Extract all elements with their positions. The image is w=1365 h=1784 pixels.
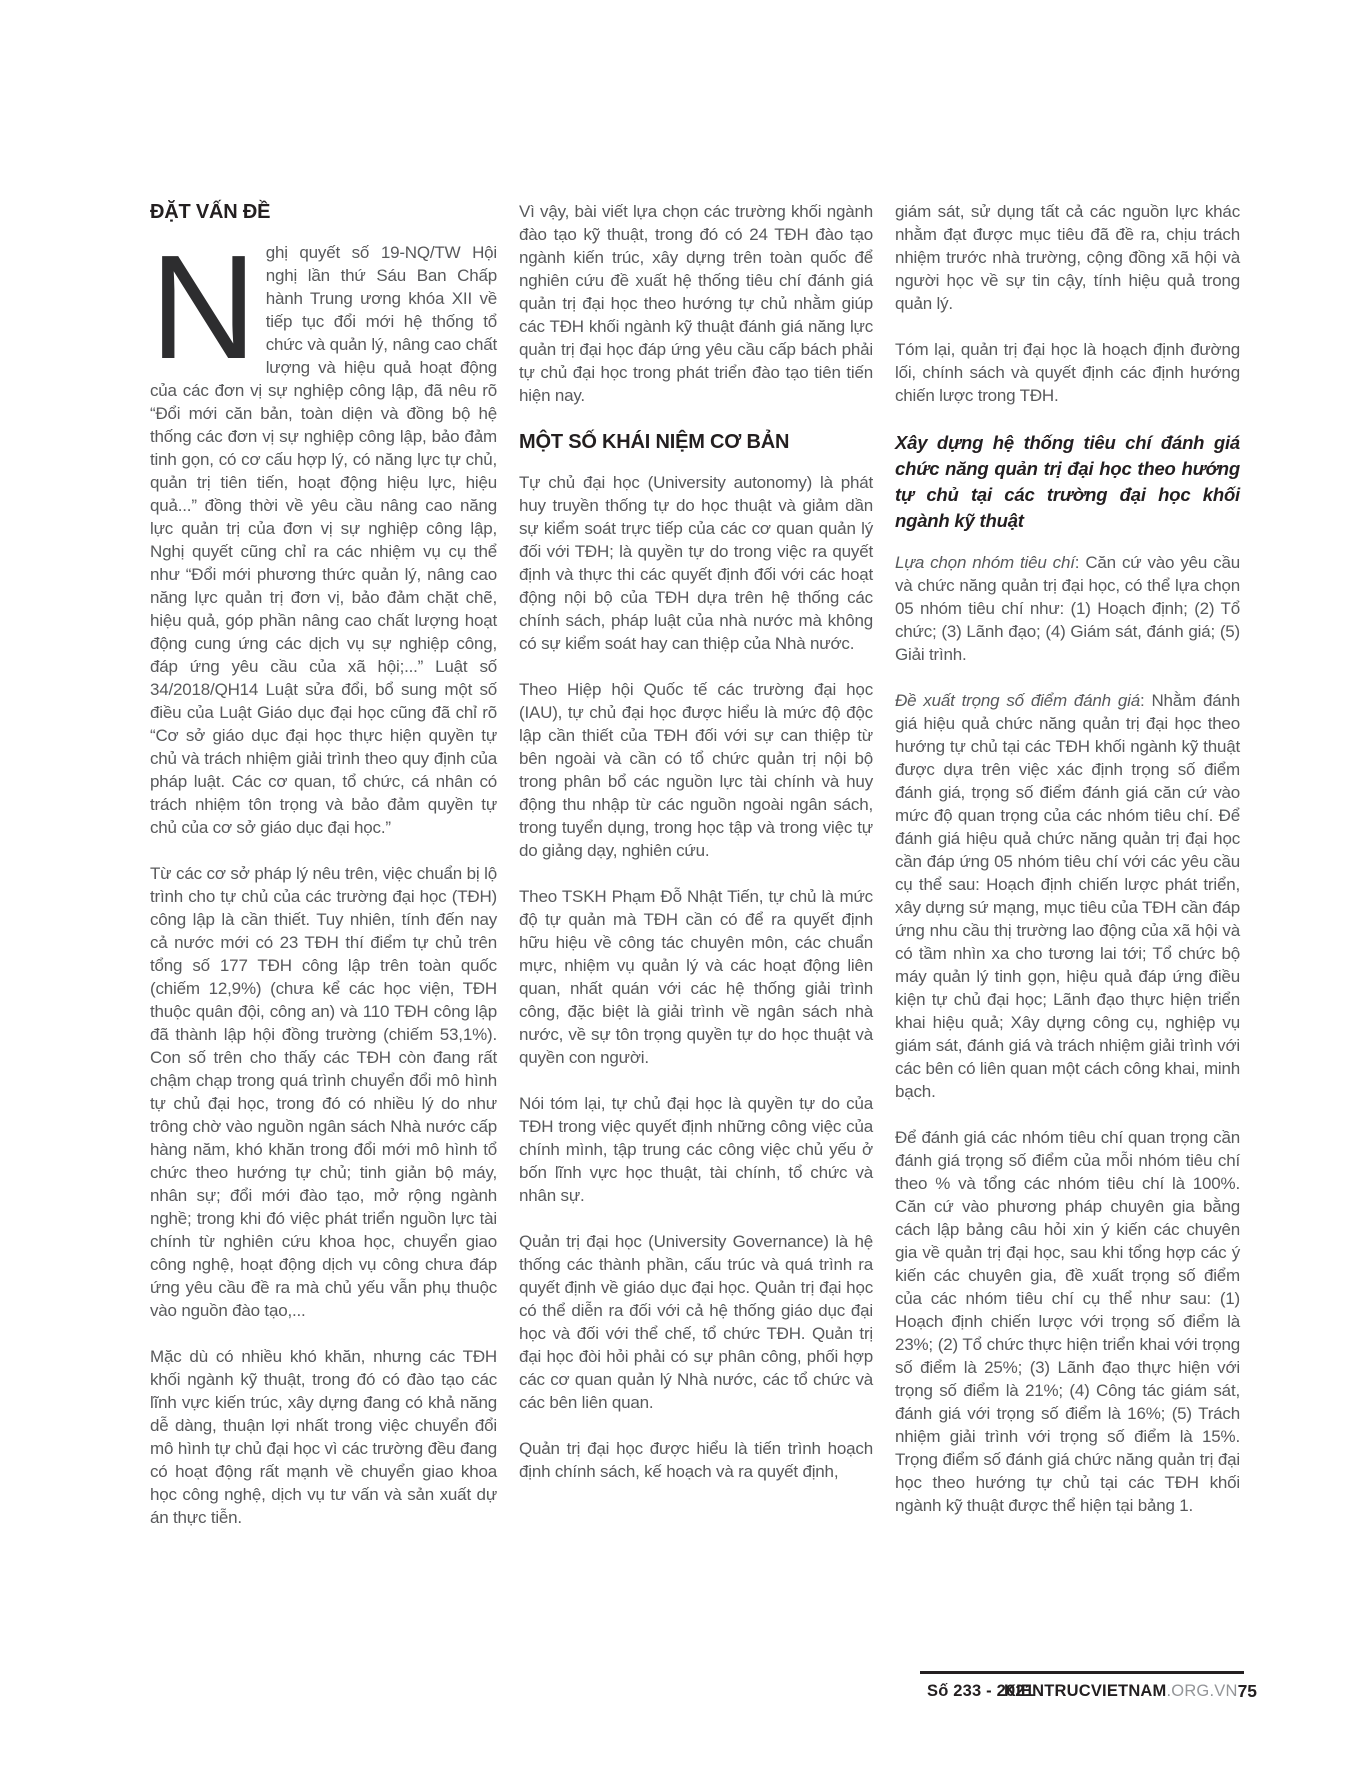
paragraph: Vì vậy, bài viết lựa chọn các trường khối ngành đào tạo kỹ thuật, trong đó có 24 TĐH đào tạo ngành kiến trúc, xây dựng trên toàn quốc để nghiên cứu đề xuất hệ thống tiêu chí đánh giá quản trị đại học theo hướng tự chủ nhằm giúp các TĐH khối ngành kỹ thuật đánh giá năng lực quản trị đại học đáp ứng yêu cầu cấp bách phải tự chủ đại học trong phát triển đào tạo tiên tiến hiện nay.: [519, 202, 873, 405]
column-left: [150, 200, 497, 1529]
paragraph: Tự chủ đại học (University autonomy) là phát huy truyền thống tự do học thuật và giảm dần sự kiểm soát trực tiếp của các cơ quan quản lý đối với TĐH; là quyền tự do trong việc ra quyết định và thực thi các quyết định đối với các hoạt động nội bộ của TĐH dựa trên hệ thống các chính sách, pháp luật của nhà nước mà không có sự kiểm soát hay can thiệp của Nhà nước.: [519, 473, 873, 653]
section-heading-khai-niem: MỘT SỐ KHÁI NIỆM CƠ BẢN: [519, 431, 790, 453]
paragraph-text: : Căn cứ vào yêu cầu và chức năng quản trị đại học, có thể lựa chọn 05 nhóm tiêu chí như: (1) Hoạch định; (2) Tổ chức; (3) Lãnh đạo; (4) Giám sát, đánh giá; (5) Giải trình.: [895, 553, 1240, 664]
journal-website-name: KIENTRUCVIETNAM: [1004, 1681, 1167, 1700]
column-middle: [519, 200, 873, 1483]
paragraph: Theo Hiệp hội Quốc tế các trường đại học (IAU), tự chủ đại học được hiểu là mức độ độc lập cần thiết của TĐH đối với sự can thiệp từ bên ngoài và cần có tổ chức quản trị nội bộ trong phân bổ các nguồn lực tài chính và huy động thu nhập từ các nguồn ngoài ngân sách, trong tuyển dụng, trong học tập và trong việc tự do giảng dạy, nghiên cứu.: [519, 680, 873, 860]
paragraph: Nói tóm lại, tự chủ đại học là quyền tự do của TĐH trong việc quyết định những công việc của chính mình, tập trung các công việc chủ yếu ở bốn lĩnh vực học thuật, tài chính, tổ chức và nhân sự.: [519, 1094, 873, 1205]
drop-cap-letter: N: [150, 225, 257, 390]
paragraph-text: ghị quyết số 19-NQ/TW Hội nghị lần thứ Sáu Ban Chấp hành Trung ương khóa XII về tiếp tục đổi mới hệ thống tổ chức và quản lý, nâng cao chất lượng và hiệu quả hoạt động của các đơn vị sự nghiệp công lập, đã nêu rõ “Đổi mới căn bản, toàn diện và đồng bộ hệ thống các đơn vị sự nghiệp công lập, bảo đảm tinh gọn, có cơ cấu hợp lý, có năng lực tự chủ, quản trị tiên tiến, hoạt động hiệu lực, hiệu quả...” đồng thời về yêu cầu nâng cao năng lực quản trị của đơn vị sự nghiệp công lập, Nghị quyết cũng chỉ ra các nhiệm vụ cụ thể như “Đổi mới phương thức quản lý, nâng cao năng lực quản trị đơn vị, bảo đảm chặt chẽ, hiệu quả, góp phần nâng cao chất lượng hoạt động cung ứng các dịch vụ sự nghiệp công, đáp ứng yêu cầu của xã hội;...” Luật số 34/2018/QH14 Luật sửa đổi, bổ sung một số điều của Luật Giáo dục đại học cũng đã chỉ rõ “Cơ sở giáo dục đại học thực hiện quyền tự chủ và trách nhiệm giải trình theo quy định của pháp luật. Các cơ quan, tổ chức, cá nhân có trách nhiệm tôn trọng và bảo đảm quyền tự chủ của cơ sở giáo dục đại học.”: [150, 243, 497, 837]
paragraph: giám sát, sử dụng tất cả các nguồn lực khác nhằm đạt được mục tiêu đã đề ra, chịu trách nhiệm trước nhà trường, cộng đồng xã hội và người học về sự tin cậy, tính hiệu quả trong quản lý.: [895, 202, 1240, 313]
paragraph-dropcap: [150, 225, 497, 839]
paragraph: [895, 689, 1240, 1103]
column-right: [895, 200, 1240, 1517]
journal-website: [1004, 1682, 1238, 1701]
paragraph: Từ các cơ sở pháp lý nêu trên, việc chuẩn bị lộ trình cho tự chủ của các trường đại học (TĐH) công lập là cần thiết. Tuy nhiên, tính đến nay cả nước mới có 23 TĐH thí điểm tự chủ trên tổng số 177 TĐH công lập trên toàn quốc (chiếm 12,9%) (chưa kể các học viện, TĐH thuộc quân đội, công an) và 110 TĐH công lập đã thành lập hội đồng trường (chiếm 53,1%). Con số trên cho thấy các TĐH còn đang rất chậm chạp trong quá trình chuyển đổi mô hình tự chủ đại học, trong đó có nhiều lý do như trông chờ vào nguồn ngân sách Nhà nước cấp hàng năm, khó khăn trong đổi mới mô hình tổ chức theo hướng tự chủ; tinh giản bộ máy, nhân sự; đổi mới đào tạo, mở rộng ngành nghề; trong khi đó việc phát triển nguồn lực tài chính từ nghiên cứu khoa học, chuyển giao công nghệ, hoạt động dịch vụ công chưa đáp ứng yêu cầu đề ra mà chủ yếu vẫn phụ thuộc vào nguồn đào tạo,...: [150, 864, 497, 1320]
italic-lead: Lựa chọn nhóm tiêu chí: [895, 553, 1075, 572]
page-number: 75: [1237, 1680, 1258, 1701]
journal-website-suffix: .ORG.VN: [1166, 1681, 1238, 1700]
paragraph: Quản trị đại học (University Governance) là hệ thống các thành phần, cấu trúc và quá trình ra quyết định về giáo dục đại học. Quản trị đại học có thể diễn ra đối với cả hệ thống giáo dục đại học và đối với thể chế, tổ chức TĐH. Quản trị đại học đòi hỏi phải có sự phân công, phối hợp các cơ quan quản lý Nhà nước, các tổ chức và các bên liên quan.: [519, 1232, 873, 1412]
italic-lead: Đề xuất trọng số điểm đánh giá: [895, 691, 1140, 710]
section-heading-dat-van-de: ĐẶT VẤN ĐỀ: [150, 201, 271, 223]
page-footer: [920, 1671, 1258, 1708]
paragraph: Tóm lại, quản trị đại học là hoạch định đường lối, chính sách và quyết định các định hướng chiến lược trong TĐH.: [895, 340, 1240, 405]
paragraph: Theo TSKH Phạm Đỗ Nhật Tiến, tự chủ là mức độ tự quản mà TĐH cần có để ra quyết định hữu hiệu về công tác chuyên môn, các chuẩn mực, nhiệm vụ quản lý và các hoạt động liên quan, nhất quán với các hệ thống giải trình công, đặc biệt là giải trình về ngân sách nhà nước, về sự tôn trọng quyền tự do học thuật và quyền con người.: [519, 887, 873, 1067]
paragraph: Mặc dù có nhiều khó khăn, nhưng các TĐH khối ngành kỹ thuật, trong đó có đào tạo các lĩnh vực kiến trúc, xây dựng đang có khả năng dễ dàng, thuận lợi nhất trong việc chuyển đổi mô hình tự chủ đại học vì các trường đều đang có hoạt động rất mạnh về chuyển giao khoa học công nghệ, dịch vụ tư vấn và sản xuất dự án thực tiễn.: [150, 1347, 497, 1527]
subsection-heading-xay-dung-tieu-chi: Xây dựng hệ thống tiêu chí đánh giá chức năng quản trị đại học theo hướng tự chủ tại các trường đại học khối ngành kỹ thuật: [895, 432, 1240, 531]
paragraph: [895, 551, 1240, 666]
paragraph-text: : Nhằm đánh giá hiệu quả chức năng quản trị đại học theo hướng tự chủ tại các TĐH khối ngành kỹ thuật được dựa trên việc xác định trọng số điểm đánh giá, trọng số điểm đánh giá căn cứ vào mức độ quan trọng của các nhóm tiêu chí. Để đánh giá hiệu quả chức năng quản trị đại học cần đáp ứng 05 nhóm tiêu chí với các yêu cầu cụ thể sau: Hoạch định chiến lược phát triển, xây dựng sứ mạng, mục tiêu của TĐH cần đáp ứng nhu cầu thị trường lao động của xã hội và có tầm nhìn xa cho tương lai tới; Tổ chức bộ máy quản lý tinh gọn, hiệu quả đáp ứng điều kiện tự chủ đại học; Lãnh đạo thực hiện triển khai hiệu quả; Xây dựng công cụ, nghiệp vụ giám sát, đánh giá và trách nhiệm giải trình với các bên có liên quan một cách công khai, minh bạch.: [895, 691, 1240, 1101]
issue-number: Số 233 - 2021: [927, 1681, 1035, 1700]
article-columns: [150, 200, 1240, 1529]
paragraph: Quản trị đại học được hiểu là tiến trình hoạch định chính sách, kế hoạch và ra quyết định,: [519, 1439, 873, 1481]
paragraph: Để đánh giá các nhóm tiêu chí quan trọng cần đánh giá trọng số điểm của mỗi nhóm tiêu chí theo % và tổng các nhóm tiêu chí là 100%. Căn cứ vào phương pháp chuyên gia bằng cách lập bảng câu hỏi xin ý kiến các chuyên gia về quản trị đại học, sau khi tổng hợp các ý kiến các chuyên gia, đề xuất trọng số điểm của các nhóm tiêu chí cụ thể như sau: (1) Hoạch định chiến lược với trọng số điểm là 23%; (2) Tổ chức thực hiện triển khai với trọng số điểm là 25%; (3) Lãnh đạo thực hiện với trọng số điểm là 21%; (4) Công tác giám sát, đánh giá với trọng số điểm là 16%; (5) Trách nhiệm giải trình với trọng số điểm là 15%. Trọng điểm số đánh giá chức năng quản trị đại học theo hướng tự chủ tại các TĐH khối ngành kỹ thuật được thể hiện tại bảng 1.: [895, 1128, 1240, 1515]
